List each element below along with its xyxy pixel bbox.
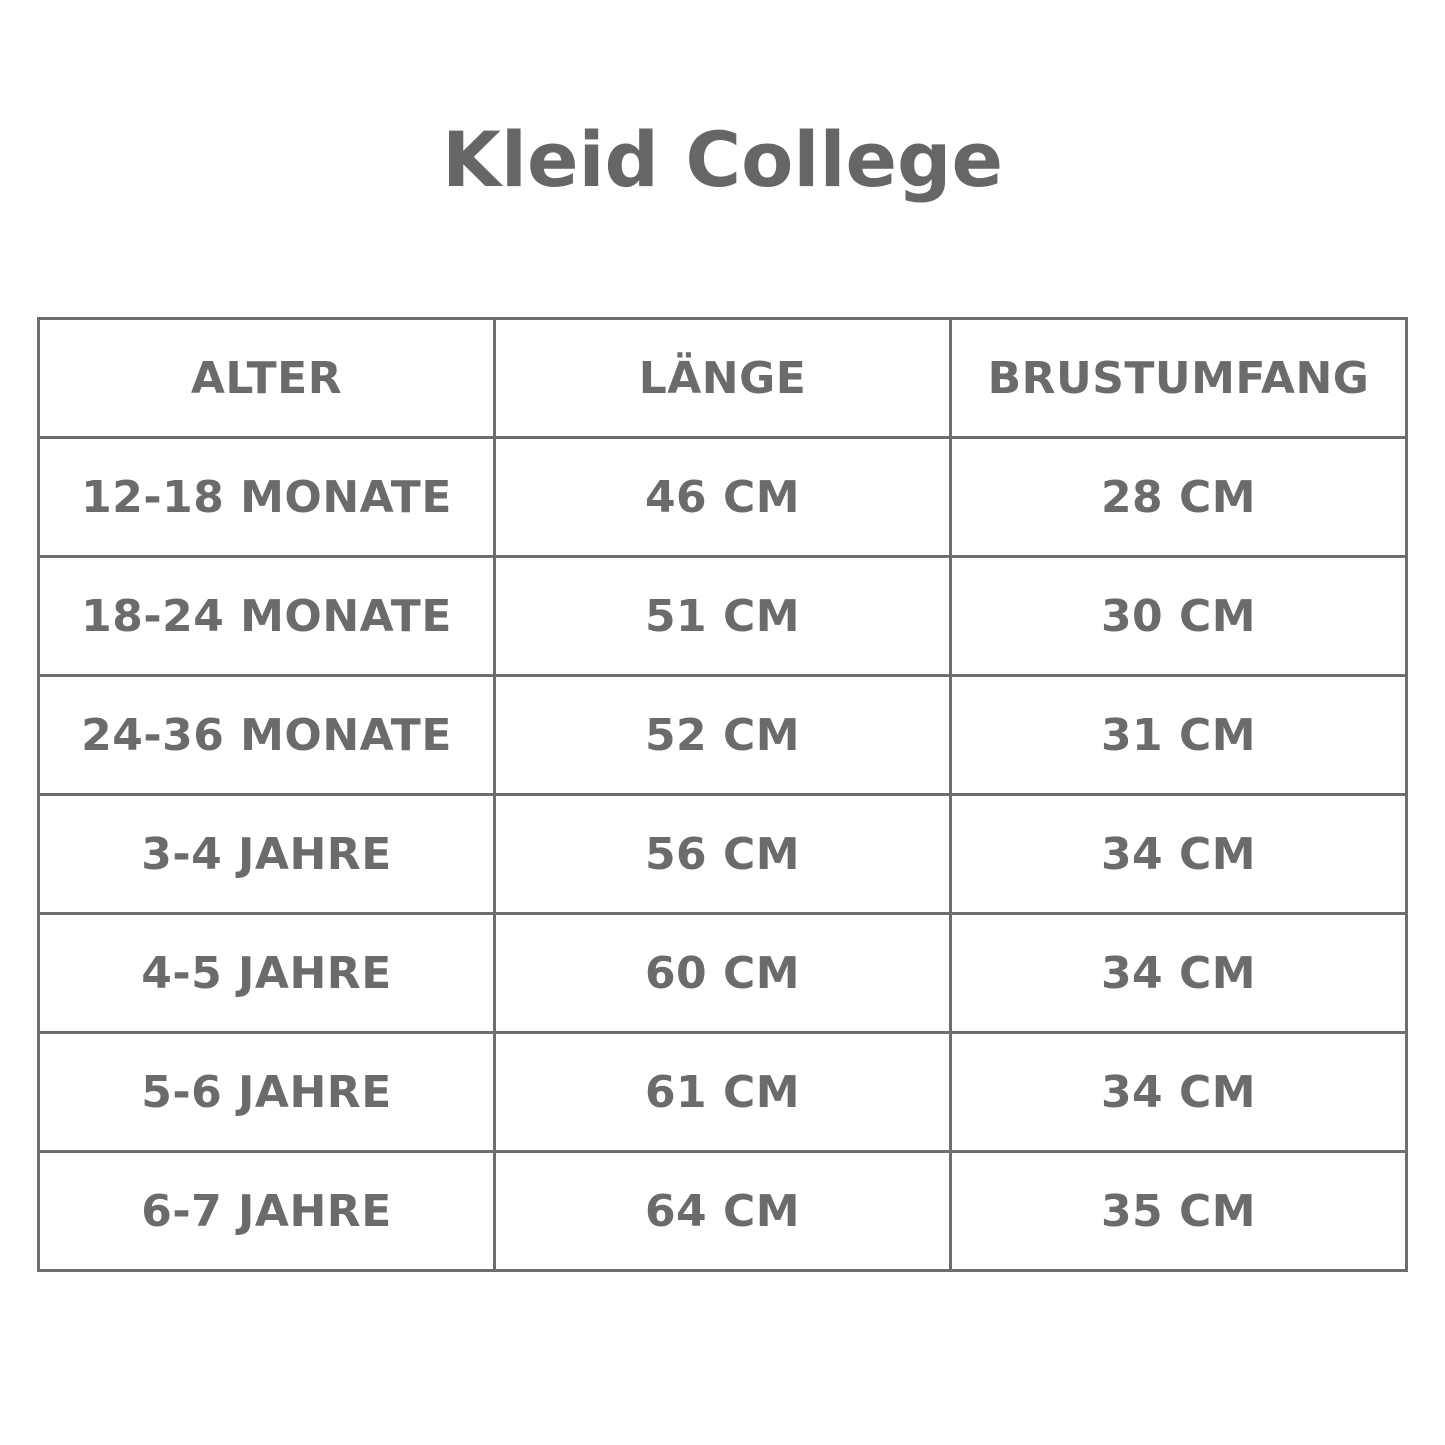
cell-alter: 5-6 JAHRE bbox=[39, 1033, 495, 1152]
table-header-row bbox=[39, 319, 1407, 438]
cell-brustumfang: 34 CM bbox=[951, 795, 1407, 914]
cell-laenge: 64 CM bbox=[495, 1152, 951, 1271]
cell-alter: 12-18 MONATE bbox=[39, 438, 495, 557]
cell-alter: 3-4 JAHRE bbox=[39, 795, 495, 914]
cell-laenge: 46 CM bbox=[495, 438, 951, 557]
table-row bbox=[39, 676, 1407, 795]
cell-brustumfang: 31 CM bbox=[951, 676, 1407, 795]
cell-alter: 4-5 JAHRE bbox=[39, 914, 495, 1033]
cell-laenge: 52 CM bbox=[495, 676, 951, 795]
column-header-alter: ALTER bbox=[39, 319, 495, 438]
cell-laenge: 51 CM bbox=[495, 557, 951, 676]
cell-alter: 6-7 JAHRE bbox=[39, 1152, 495, 1271]
page-title: Kleid College bbox=[442, 115, 1003, 204]
table-row bbox=[39, 438, 1407, 557]
cell-brustumfang: 34 CM bbox=[951, 914, 1407, 1033]
cell-brustumfang: 28 CM bbox=[951, 438, 1407, 557]
column-header-laenge: LÄNGE bbox=[495, 319, 951, 438]
cell-laenge: 60 CM bbox=[495, 914, 951, 1033]
table-row bbox=[39, 1033, 1407, 1152]
table-row bbox=[39, 914, 1407, 1033]
cell-alter: 18-24 MONATE bbox=[39, 557, 495, 676]
cell-brustumfang: 35 CM bbox=[951, 1152, 1407, 1271]
cell-brustumfang: 30 CM bbox=[951, 557, 1407, 676]
table-row bbox=[39, 557, 1407, 676]
column-header-brustumfang: BRUSTUMFANG bbox=[951, 319, 1407, 438]
cell-laenge: 61 CM bbox=[495, 1033, 951, 1152]
size-table bbox=[37, 317, 1408, 1272]
cell-brustumfang: 34 CM bbox=[951, 1033, 1407, 1152]
cell-alter: 24-36 MONATE bbox=[39, 676, 495, 795]
table-row bbox=[39, 1152, 1407, 1271]
cell-laenge: 56 CM bbox=[495, 795, 951, 914]
table-row bbox=[39, 795, 1407, 914]
